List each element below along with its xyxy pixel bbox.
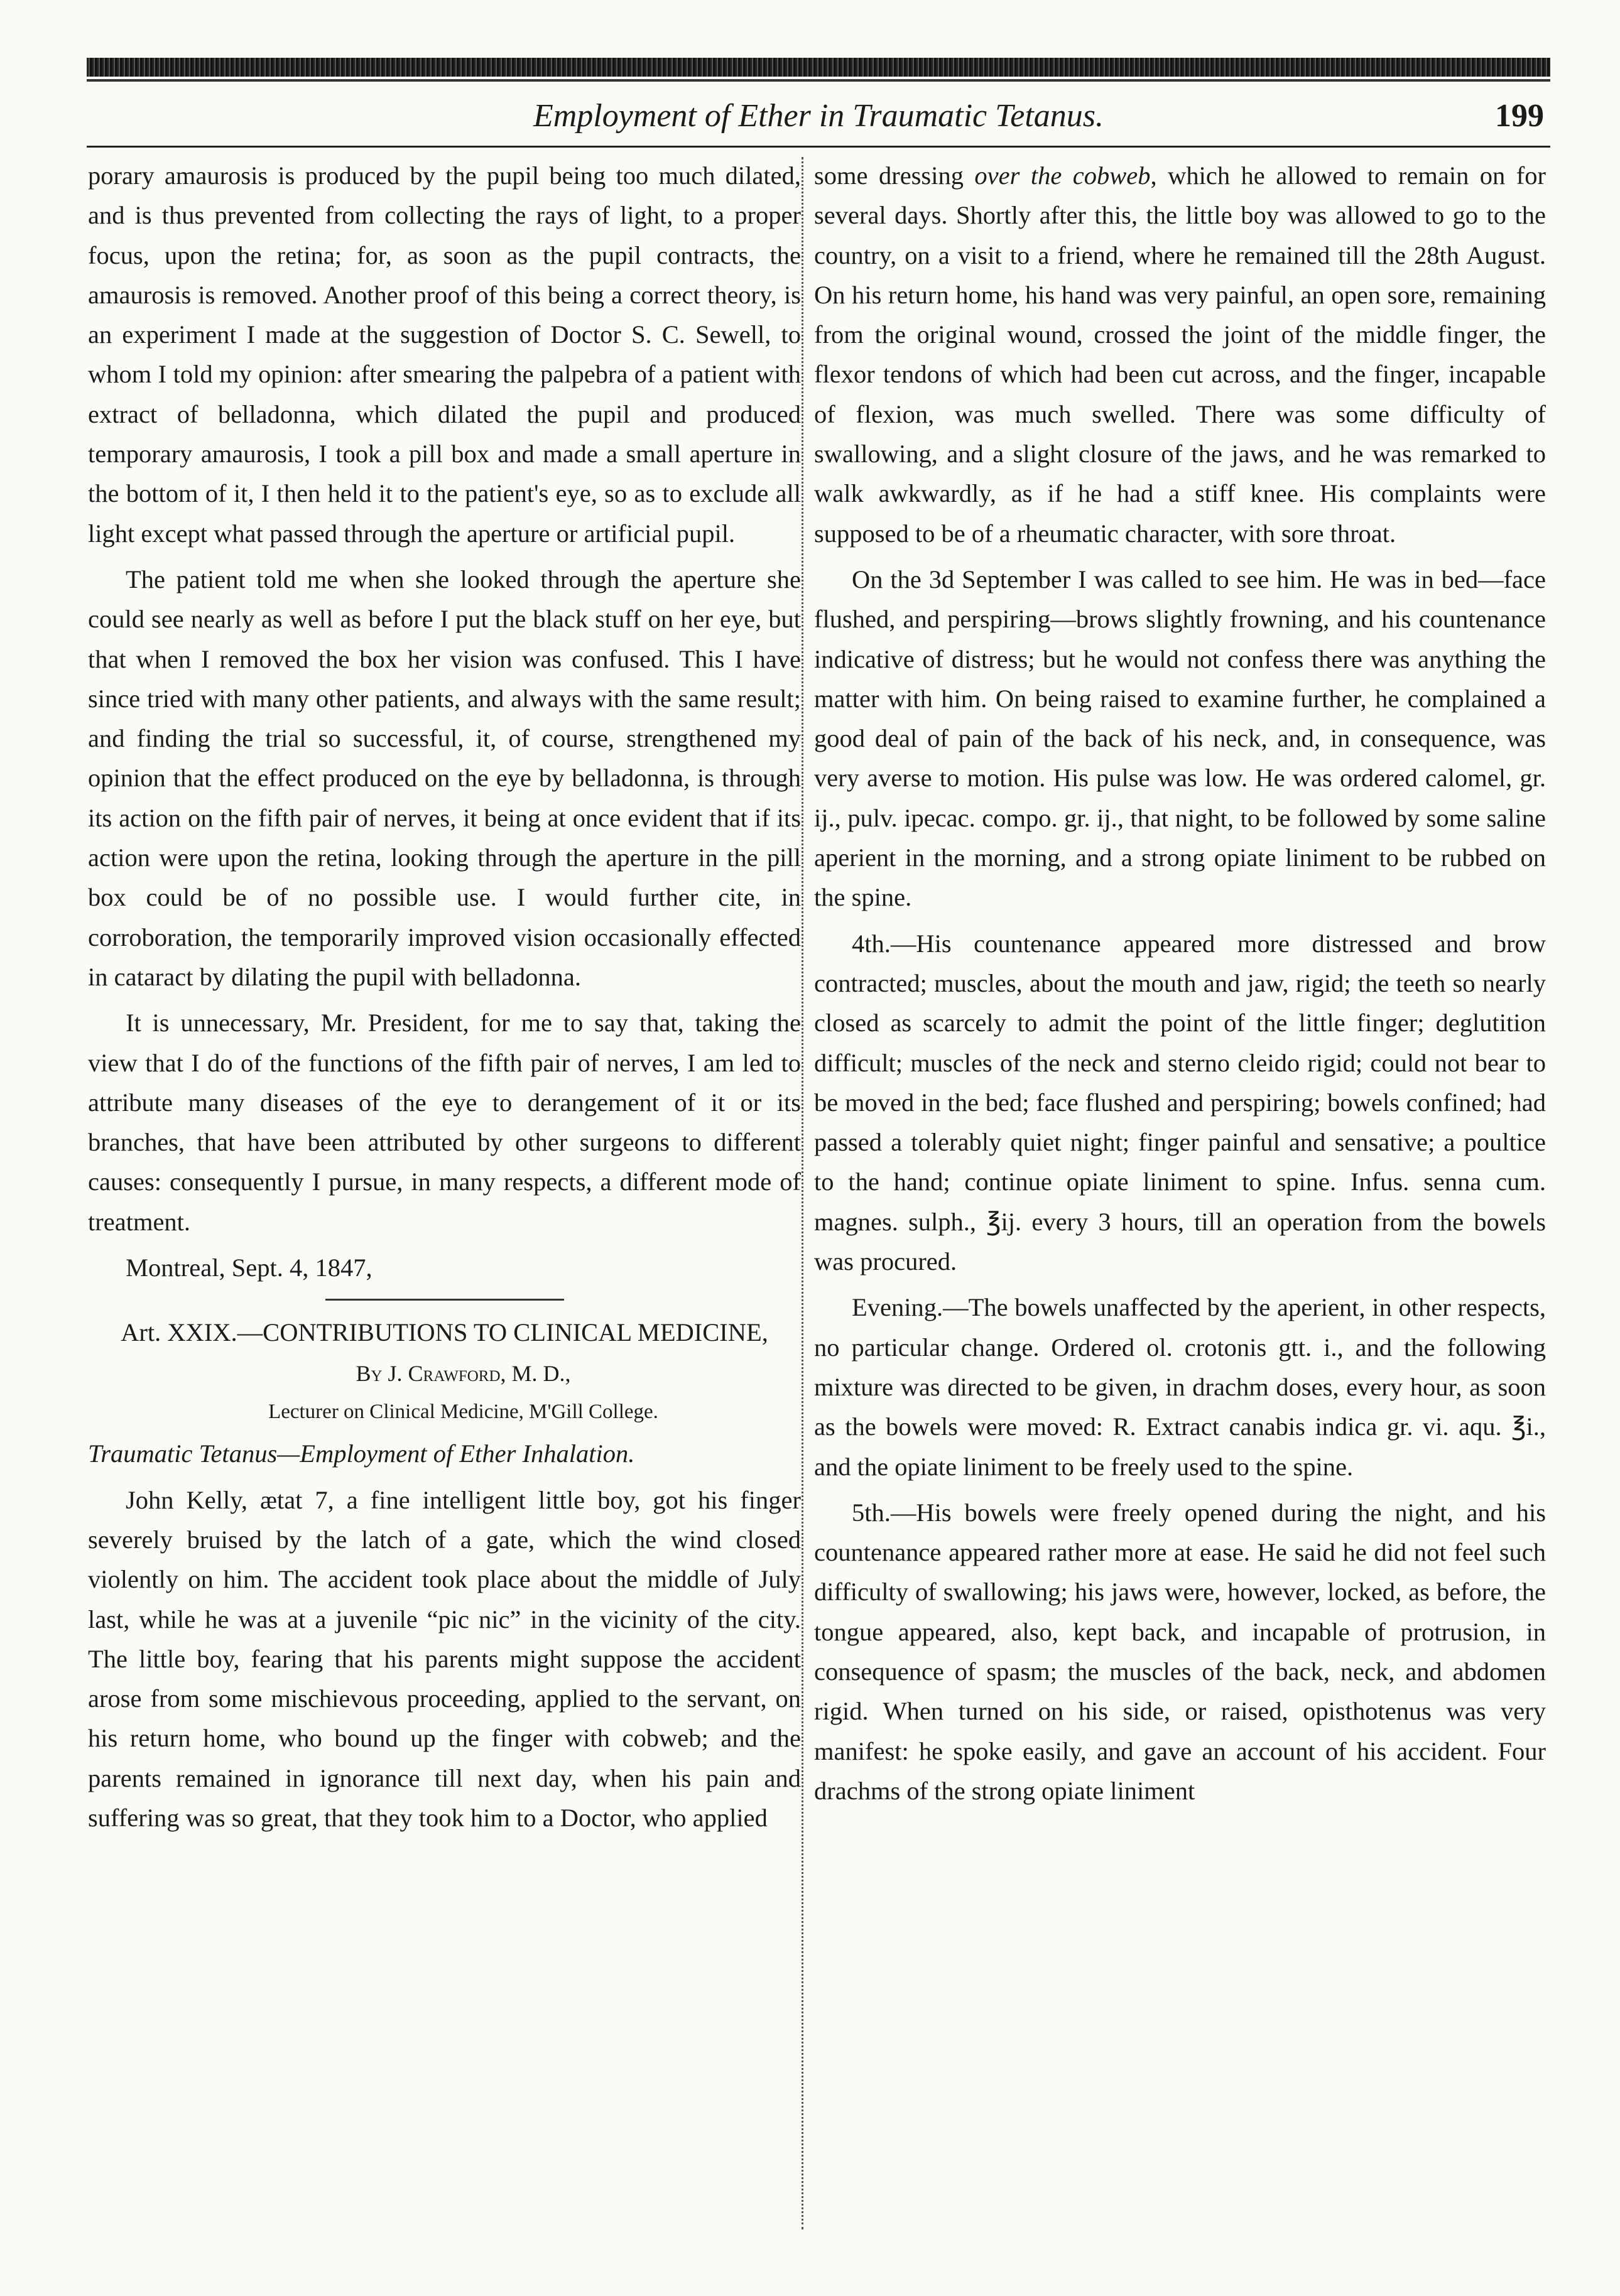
- page-number: 199: [1495, 98, 1544, 134]
- paragraph: John Kelly, ætat 7, a fine intelligent little boy, got his finger severely bruised by the latch of a gate, which the wind closed violently on him. The accident took place about the middle of July last, while he was at a juvenile “pic nic” in the vicinity of the city. The little boy, fearing that his parents might suppose the accident arose from some mischievous proceeding, applied to the servant, on his return home, who bound up the finger with cobweb; and the parents remained in ignorance till next day, when his pain and suffering was so great, that they took him to a Doctor, who applied: [88, 1485, 801, 1832]
- left-column: [88, 156, 801, 1844]
- paragraph: Evening.—The bowels unaffected by the aperient, in other respects, no particular change. Ordered ol. crotonis gtt. i., and the following mixture was directed to be given, in drachm doses, every hour, as soon as the bowels were moved: R. Extract canabis indica gr. vi. aqu. ℥i., and the opiate liniment to be freely used to the spine.: [814, 1293, 1546, 1481]
- date-line: Montreal, Sept. 4, 1847,: [126, 1254, 372, 1282]
- paragraph: It is unnecessary, Mr. President, for me to say that, taking the view that I do of the functions of the fifth pair of nerves, I am led to attribute many diseases of the eye to derangement of it or its branches, that have been attributed by other surgeons to different causes: consequently I pursue, in many respects, a different mode of treatment.: [88, 1009, 801, 1236]
- running-head: [87, 94, 1550, 151]
- running-title: Employment of Ether in Traumatic Tetanus.: [533, 98, 1104, 134]
- article-byline: By J. Crawford, M. D.,: [356, 1361, 571, 1387]
- text-run: some dressing: [814, 161, 975, 190]
- section-separator: [325, 1299, 564, 1301]
- text-run: , which he allowed to remain on for several days. Shortly after this, the little boy was allowed to go to the country, on a visit to a friend, where he remained till the 28th August. On his return home, his hand was very painful, an open sore, remaining from the original wound, crossed the joint of the middle finger, the flexor tendons of which had been cut across, and the finger, incapable of flexion, was much swelled. There was some difficulty of swallowing, and a slight closure of the jaws, and he was remarked to walk awkwardly, as if he had a stiff knee. His complaints were supposed to be of a rheumatic character, with sore throat.: [814, 161, 1546, 548]
- paragraph: The patient told me when she looked through the aperture she could see nearly as well as before I put the black stuff on her eye, but that when I removed the box her vision was confused. This I have since tried with many other patients, and always with the same result; and finding the trial so successful, it, of course, strengthened my opinion that the effect produced on the eye by belladonna, is through its action on the fifth pair of nerves, it being at once evident that if its action were upon the retina, looking through the aperture in the pill box could be of no possible use. I would further cite, in corroboration, the temporarily improved vision occasionally effected in cataract by dilating the pupil with belladonna.: [88, 565, 801, 991]
- article-title: Art. XXIX.—CONTRIBUTIONS TO CLINICAL MEDICINE,: [121, 1318, 768, 1347]
- article-subtitle: Traumatic Tetanus—Employment of Ether Inhalation.: [88, 1439, 635, 1468]
- author-affiliation: Lecturer on Clinical Medicine, M'Gill College.: [268, 1400, 658, 1424]
- top-rule-thin: [87, 79, 1550, 82]
- right-column: [814, 156, 1546, 1817]
- paragraph: 4th.—His countenance appeared more distressed and brow contracted; muscles, about the mouth and jaw, rigid; the teeth so nearly closed as scarcely to admit the point of the little finger; deglutition difficult; muscles of the neck and sterno cleido rigid; could not bear to be moved in the bed; face flushed and perspiring; bowels confined; had passed a tolerably quiet night; finger painful and sensative; a poultice to the hand; continue opiate liniment to spine. Infus. senna cum. magnes. sulph., ℥ij. every 3 hours, till an operation from the bowels was procured.: [814, 929, 1546, 1276]
- column-divider: [802, 157, 803, 2229]
- paragraph: porary amaurosis is produced by the pupil being too much dilated, and is thus prevented from collecting the rays of light, to a proper focus, upon the retina; for, as soon as the pupil contracts, the amaurosis is removed. Another proof of this being a correct theory, is an experiment I made at the suggestion of Doctor S. C. Sewell, to whom I told my opinion: after smearing the palpebra of a patient with extract of belladonna, which dilated the pupil and produced temporary amaurosis, I took a pill box and made a small aperture in the bottom of it, I then held it to the patient's eye, so as to exclude all light except what passed through the aperture or artificial pupil.: [88, 161, 801, 548]
- paragraph: 5th.—His bowels were freely opened during the night, and his countenance appeared rather more at ease. He said he did not feel such difficulty of swallowing; his jaws were, however, locked, as before, the tongue appeared, also, kept back, and incapable of protrusion, in consequence of spasm; the muscles of the back, neck, and abdomen rigid. When turned on his side, or raised, opisthotenus was very manifest: he spoke easily, and gave an account of his accident. Four drachms of the strong opiate liniment: [814, 1498, 1546, 1805]
- italic-phrase: over the cobweb: [974, 161, 1151, 190]
- decorative-top-rule: [87, 58, 1550, 77]
- paragraph: [814, 156, 1546, 553]
- paragraph: On the 3d September I was called to see him. He was in bed—face flushed, and perspiring—brows slightly frowning, and his countenance indicative of distress; but he would not confess there was anything the matter with him. On being raised to examine further, he complained a good deal of pain of the back of his neck, and, in consequence, was very averse to motion. His pulse was low. He was ordered calomel, gr. ij., pulv. ipecac. compo. gr. ij., that night, to be followed by some saline aperient in the morning, and a strong opiate liniment to be rubbed on the spine.: [814, 565, 1546, 912]
- header-rule: [87, 146, 1550, 148]
